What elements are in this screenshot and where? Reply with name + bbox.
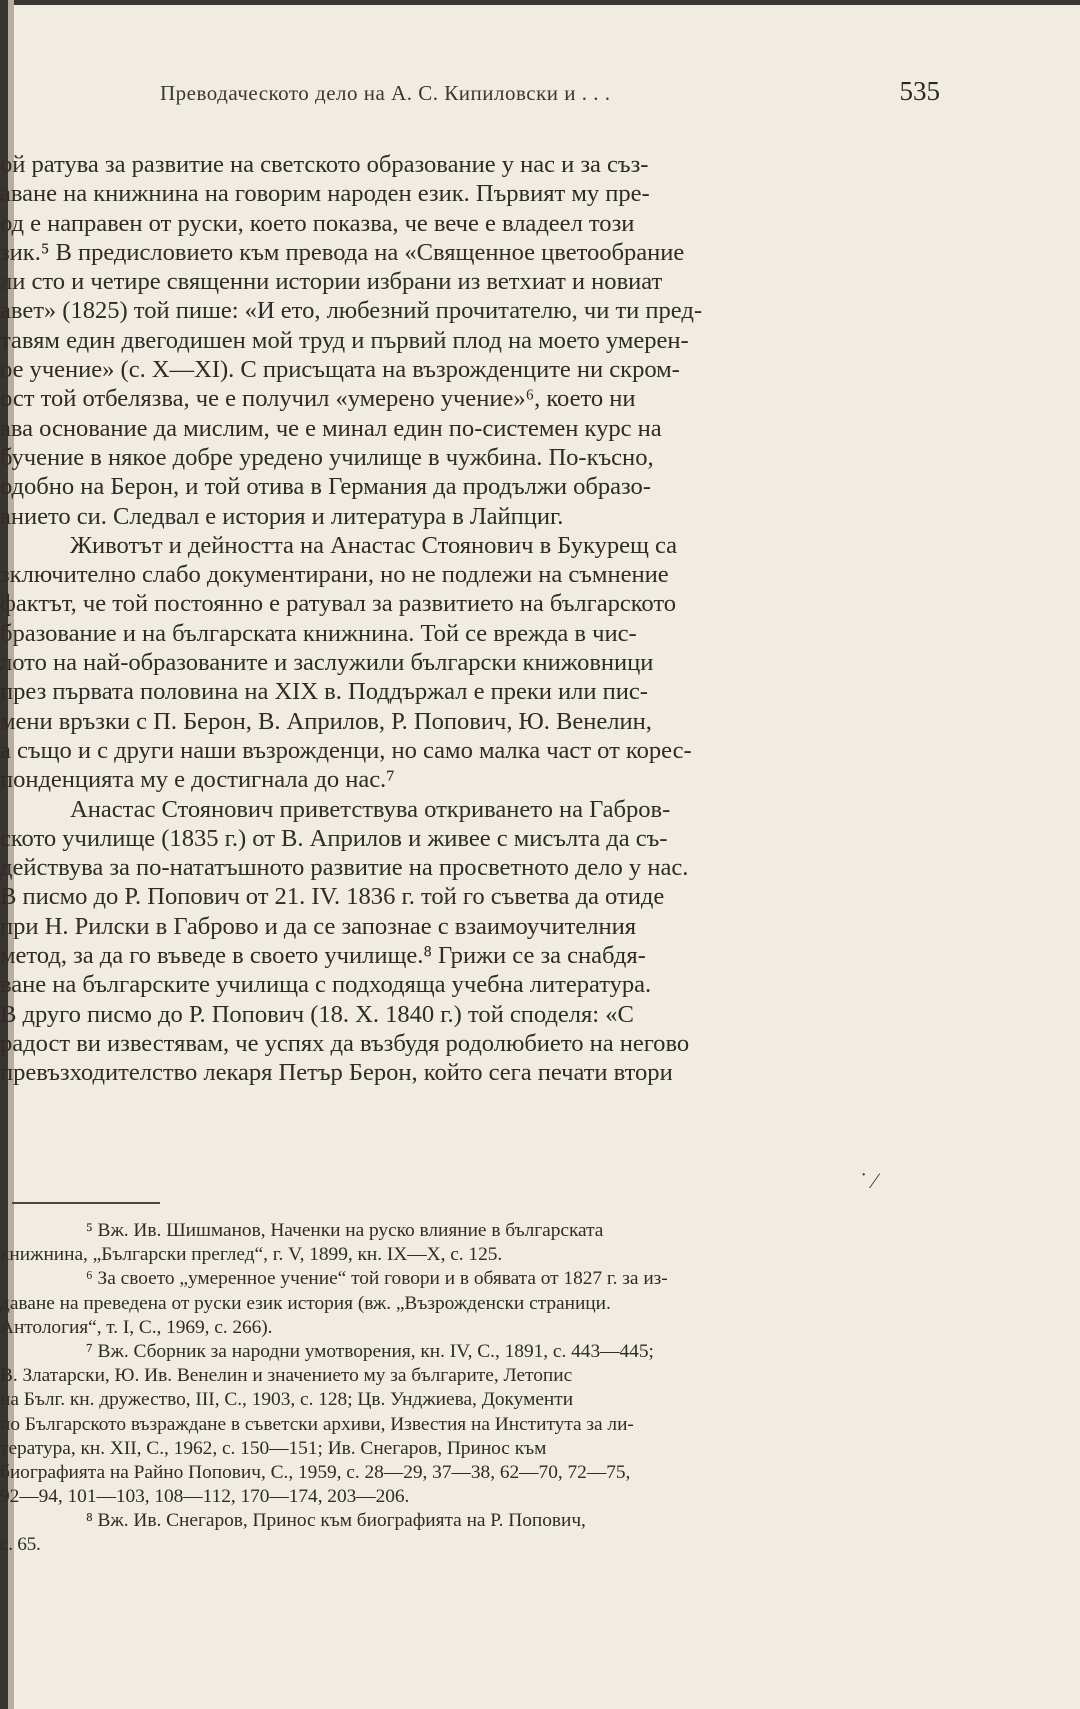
body-line: В писмо до Р. Попович от 21. IV. 1836 г. той го съветва да отиде	[0, 883, 665, 911]
body-line: ското училище (1835 г.) от В. Априлов и живее с мисълта да съ-	[0, 824, 668, 852]
footnote-line: биографията на Райно Попович, С., 1959, с. 28—29, 37—38, 62—70, 72—75,	[0, 1461, 631, 1483]
body-line: бразование и на българската книжнина. Той се врежда в чис-	[0, 619, 637, 647]
body-line: действува за по-нататъшното развитие на просветното дело у нас.	[0, 854, 689, 882]
body-line: аване на книжнина на говорим народен език. Първият му пре-	[0, 180, 650, 208]
footnote-line: даване на преведена от руски език история (вж. „Възрожденски страници.	[0, 1292, 611, 1314]
footnote-line: ⁶ За своето „умеренное учение“ той говори и в обявата от 1827 г. за из-	[86, 1268, 668, 1290]
body-line: радост ви известявам, че успях да възбудя родолюбието на негово	[0, 1029, 690, 1057]
body-line: ли сто и четире священни истории избрани из ветхиат и новиат	[0, 268, 663, 296]
body-line: Анастас Стоянович приветствува откриването на Габров-	[70, 795, 671, 823]
footnote-line: В. Златарски, Ю. Ив. Венелин и значението му за българите, Летопис	[0, 1365, 573, 1387]
footnote-line: ⁸ Вж. Ив. Снегаров, Принос към биографията на Р. Попович,	[86, 1510, 586, 1532]
footnote-line: с. 65.	[0, 1534, 41, 1556]
footnote-line: на Бълг. кн. дружество, III, С., 1903, с. 128; Цв. Унджиева, Документи	[0, 1389, 574, 1411]
body-line: лото на най-образованите и заслужили български книжовници	[0, 649, 654, 677]
body-line: фактът, че той постоянно е ратувал за развитието на българското	[0, 590, 677, 618]
footnote-line: ⁵ Вж. Ив. Шишманов, Наченки на руско влияние в българската	[86, 1220, 604, 1241]
footnote-line: ⁷ Вж. Сборник за народни умотворения, кн. IV, С., 1891, с. 443—445;	[86, 1340, 654, 1362]
footnote-separator	[12, 1202, 160, 1204]
page-number: 535	[899, 76, 940, 106]
footnote-line: по Българското възраждане в съветски архиви, Известия на Института за ли-	[0, 1413, 634, 1435]
body-line: зключително слабо документирани, но не подлежи на съмнение	[0, 561, 669, 589]
body-line: авет» (1825) той пише: «И ето, любезний прочитателю, чи ти пред-	[0, 297, 703, 325]
body-line: од е направен от руски, което показва, че вече е владеел този	[0, 209, 635, 237]
body-line: ване на българските училища с подходяща учебна литература.	[0, 971, 652, 999]
body-line: тавям един двегодишен мой труд и първий плод на моето умерен-	[0, 326, 689, 354]
body-line: през първата половина на XIX в. Поддържал е преки или пис-	[0, 678, 648, 706]
body-line: превъзходителство лекаря Петър Берон, който сега печати втори	[0, 1059, 673, 1087]
body-line: В друго писмо до Р. Попович (18. X. 1840 г.) той споделя: «С	[0, 1000, 634, 1028]
body-line: одобно на Берон, и той отива в Германия да продължи образо-	[0, 473, 651, 501]
footnote-line: тература, кн. XII, С., 1962, с. 150—151; Ив. Снегаров, Принос към	[0, 1437, 547, 1459]
body-line: при Н. Рилски в Габрово и да се запознае с взаимоучителния	[0, 912, 636, 940]
body-line: ост той отбелязва, че е получил «умерено учение»⁶, което ни	[0, 385, 636, 413]
body-line: ой ратува за развитие на светското образование у нас и за съз-	[0, 151, 649, 178]
footnotes	[0, 1219, 950, 1558]
footnote-line: Антология“, т. I, С., 1969, с. 266).	[0, 1316, 273, 1338]
main-text	[0, 150, 948, 1088]
handwritten-mark: ˙ ⁄	[860, 1168, 877, 1193]
body-line: метод, за да го въведе в своето училище.⁸ Грижи се за снабдя-	[0, 942, 646, 970]
body-line: анието си. Следвал е история и литература в Лайпциг.	[0, 502, 564, 530]
page-top-edge	[0, 0, 1080, 5]
body-line: понденцията му е достигнала до нас.⁷	[0, 766, 395, 794]
page-header	[160, 76, 940, 110]
footnote-line: 92—94, 101—103, 108—112, 170—174, 203—206.	[0, 1486, 410, 1508]
body-line: ава основание да мислим, че е минал един по-системен курс на	[0, 414, 662, 442]
body-line: зик.⁵ В предисловието към превода на «Священное цветообрание	[0, 238, 685, 266]
body-line: Животът и дейността на Анастас Стоянович в Букурещ са	[70, 531, 678, 559]
footnote-line: книжнина, „Български преглед“, г. V, 1899, кн. IX—X, с. 125.	[0, 1244, 503, 1266]
body-line: мени връзки с П. Берон, В. Априлов, Р. Попович, Ю. Венелин,	[0, 707, 652, 735]
body-line: бучение в някое добре уредено училище в чужбина. По-късно,	[0, 443, 654, 471]
running-head: Преводаческото дело на А. С. Кипиловски и . . .	[160, 81, 611, 105]
body-line: а също и с други наши възрожденци, но само малка част от корес-	[0, 736, 692, 764]
body-line: ое учение» (с. X—XI). С присъщата на възрожденците ни скром-	[0, 356, 680, 384]
